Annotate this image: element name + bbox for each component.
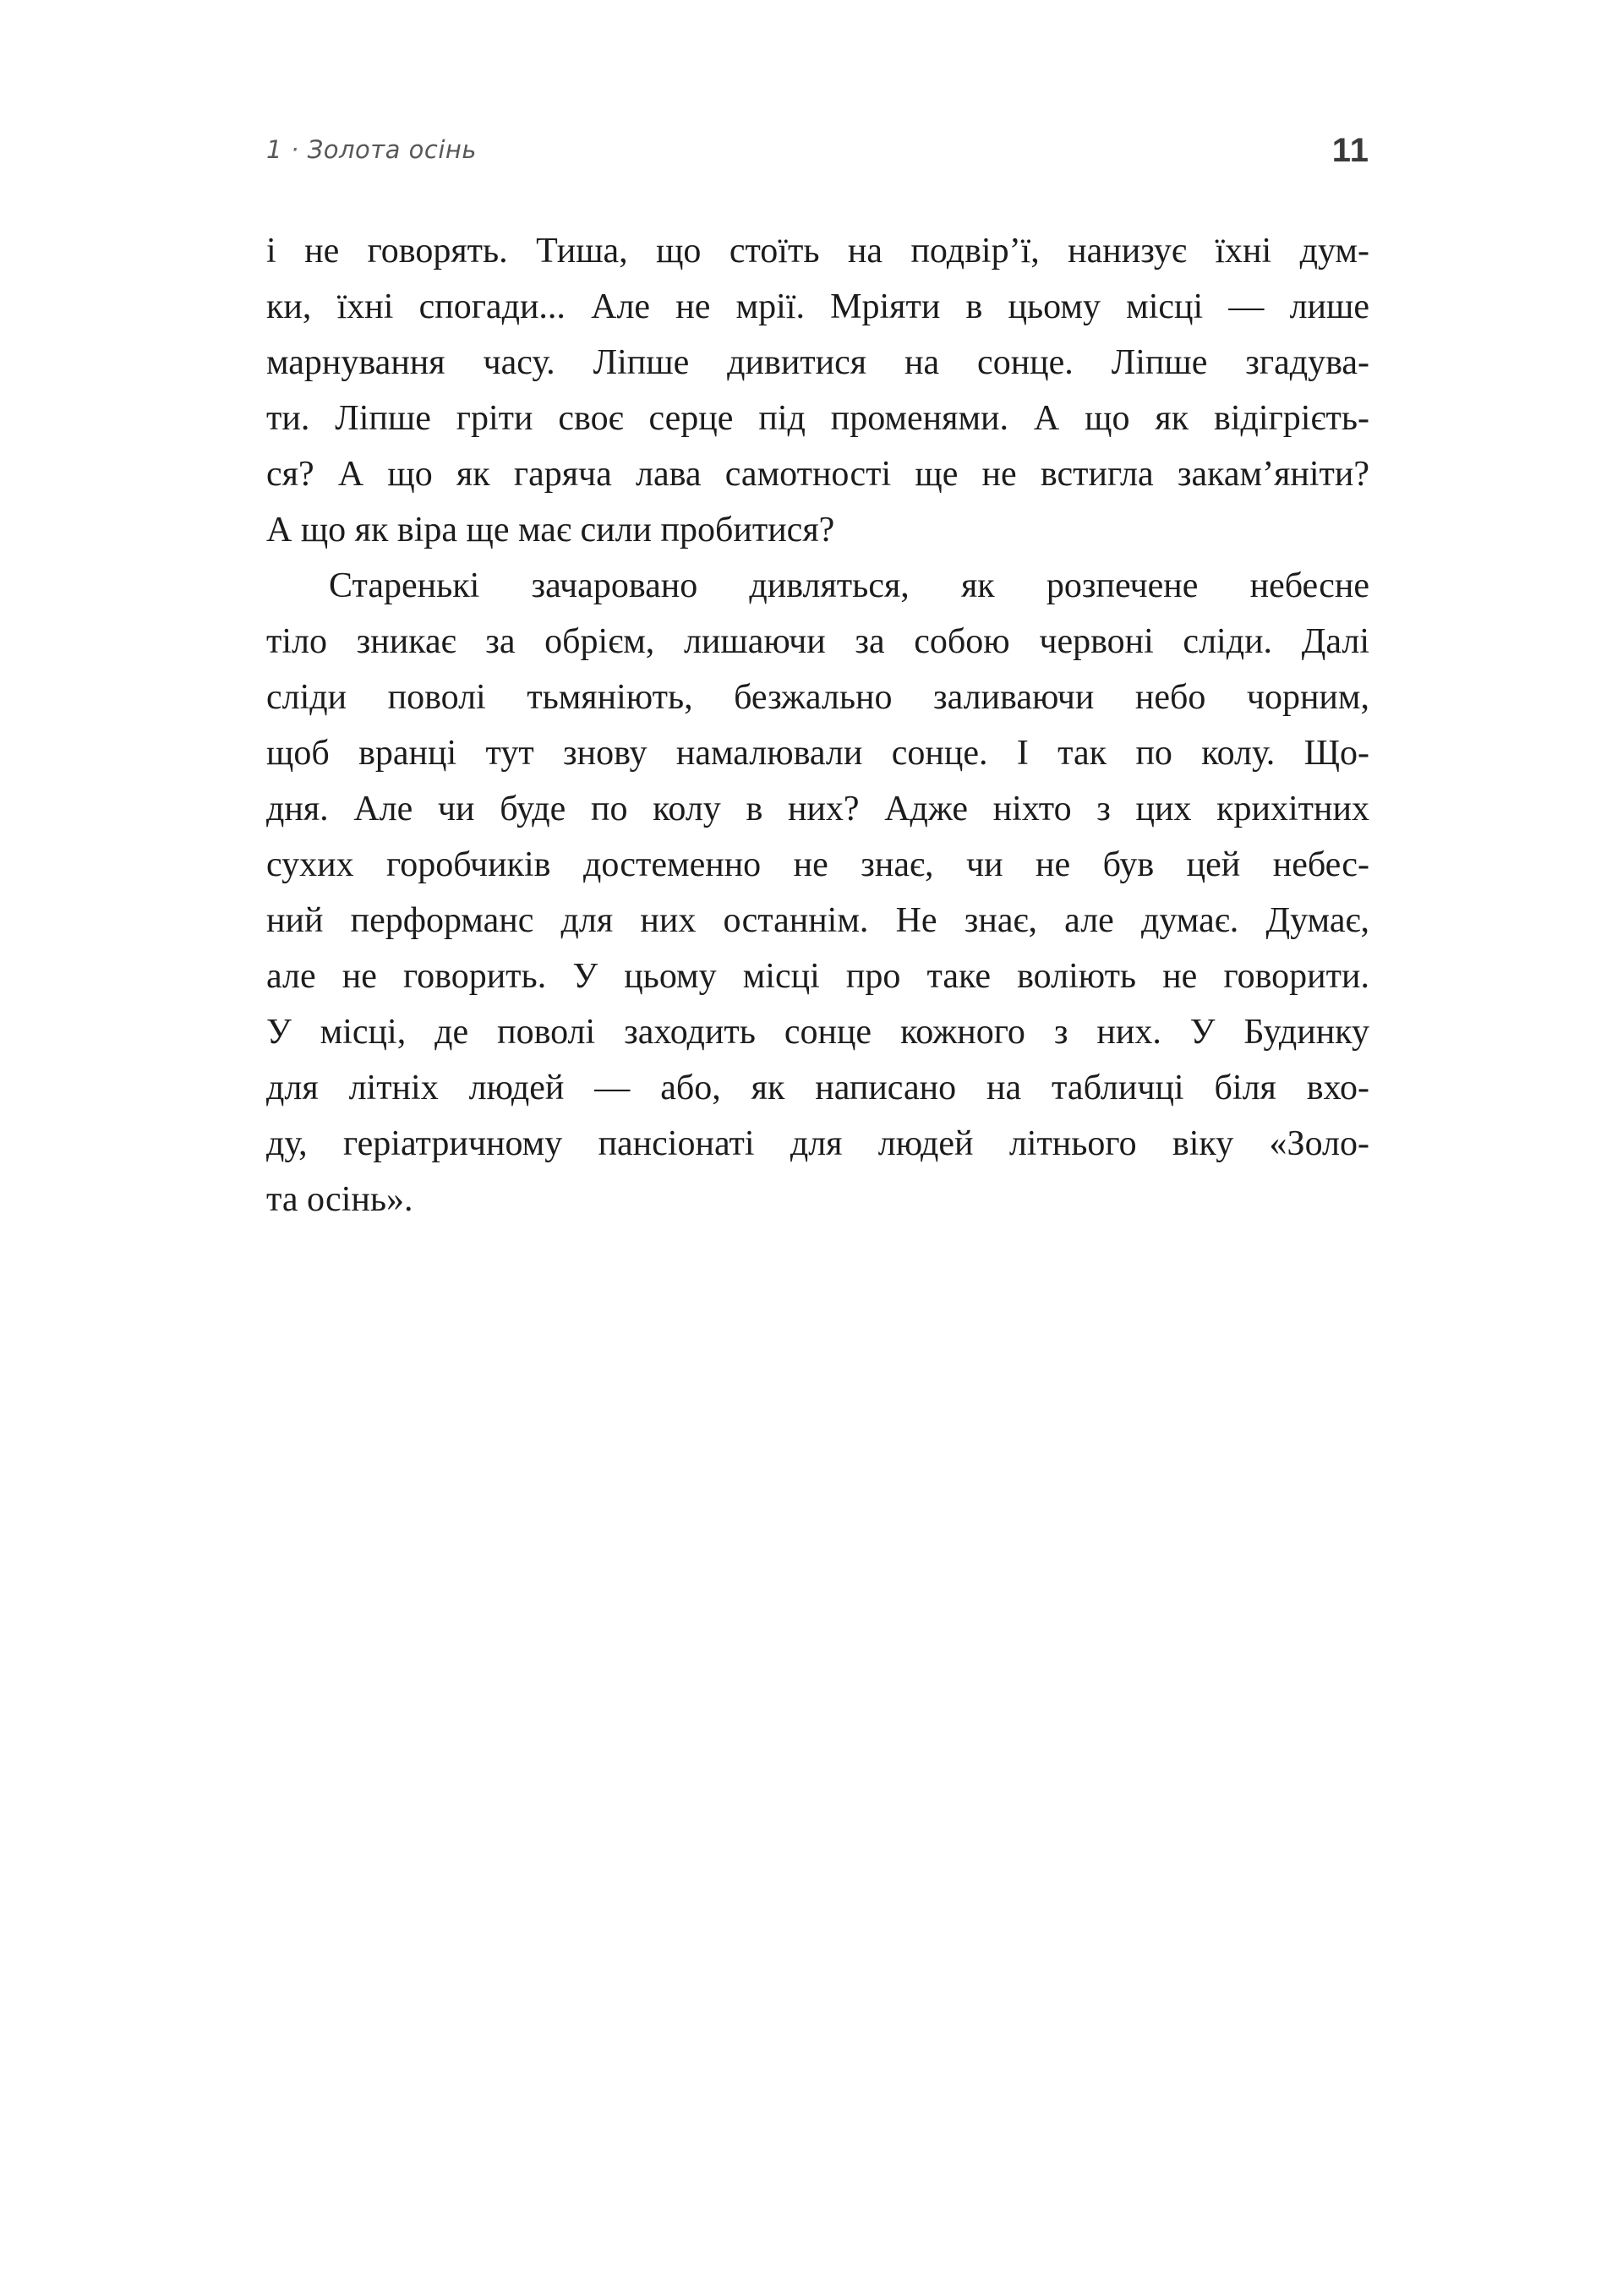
paragraph	[266, 223, 1369, 558]
text-line: сухих горобчиків достеменно не знає, чи не був цей небес-	[266, 845, 1369, 884]
text-line: але не говорить. У цьому місці про таке воліють не говорити.	[266, 957, 1369, 996]
text-line: ки, їхні спогади... Але не мрії. Мріяти в цьому місці — лише	[266, 287, 1369, 326]
chapter-number: 1	[266, 135, 282, 164]
running-head-title	[266, 135, 477, 164]
chapter-title: Золота осінь	[307, 135, 477, 164]
text-line: ду, геріатричному пансіонаті для людей літнього віку «Золо-	[266, 1124, 1369, 1163]
text-line: А що як віра ще має сили пробитися?	[266, 511, 835, 549]
text-line: тіло зникає за обрієм, лишаючи за собою червоні сліди. Далі	[266, 622, 1369, 661]
text-line: У місці, де поволі заходить сонце кожного з них. У Будинку	[266, 1013, 1369, 1052]
text-line: Старенькі зачаровано дивляться, як розпечене небесне	[329, 566, 1369, 605]
paragraph	[266, 558, 1369, 1227]
text-line: ний перформанс для них останнім. Не знає, але думає. Думає,	[266, 901, 1369, 940]
text-line: щоб вранці тут знову намалювали сонце. І так по колу. Що-	[266, 734, 1369, 773]
text-line: та осінь».	[266, 1180, 413, 1219]
text-line: марнування часу. Ліпше дивитися на сонце. Ліпше згадува-	[266, 343, 1369, 382]
text-line: ся? А що як гаряча лава самотності ще не встигла закам’яніти?	[266, 455, 1369, 494]
text-line: сліди поволі тьмяніють, безжально заливаючи небо чорним,	[266, 678, 1369, 717]
body-text	[266, 223, 1369, 1227]
text-line: і не говорять. Тиша, що стоїть на подвір’ї, нанизує їхні дум-	[266, 232, 1369, 271]
text-line: для літніх людей — або, як написано на табличці біля вхо-	[266, 1069, 1369, 1107]
text-line: дня. Але чи буде по колу в них? Адже ніхто з цих крихітних	[266, 790, 1369, 828]
running-head	[266, 128, 1369, 167]
page-number: 11	[1331, 132, 1369, 169]
text-line: ти. Ліпше гріти своє серце під променями. А що як відігрієть-	[266, 399, 1369, 438]
header-separator: ·	[290, 135, 299, 164]
